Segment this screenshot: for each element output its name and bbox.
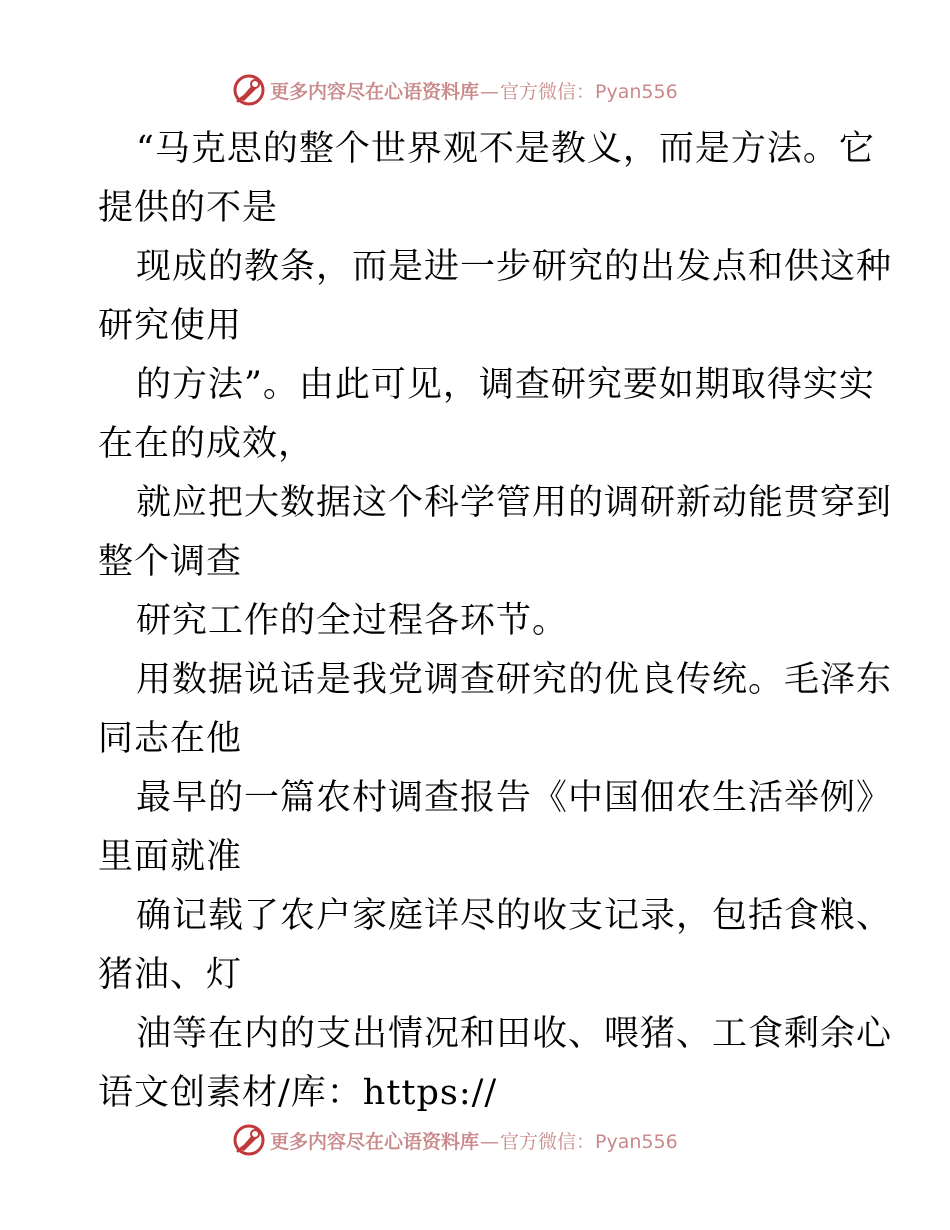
- text-line: 里面就准: [98, 837, 243, 877]
- footer-banner-text: [270, 1127, 678, 1154]
- footer-banner: [232, 1122, 678, 1158]
- text-line: 油等在内的支出情况和田收、喂猪、工食剩余心: [136, 1014, 893, 1054]
- text-line: 研究使用: [98, 306, 243, 346]
- header-banner: [232, 72, 678, 108]
- text-line: “马克思的整个世界观不是教义，而是方法。它: [136, 129, 875, 169]
- text-line: 确记载了农户家庭详尽的收支记录，包括食粮、: [136, 896, 893, 936]
- text-line: 就应把大数据这个科学管用的调研新动能贯穿到: [136, 483, 893, 523]
- header-banner-text: [270, 77, 678, 104]
- text-line: 研究工作的全过程各环节。: [136, 601, 569, 641]
- text-line: 同志在他: [98, 719, 243, 759]
- header-banner-dash: —: [480, 80, 500, 103]
- footer-banner-dash: —: [480, 1130, 500, 1153]
- text-line: 现成的教条，而是进一步研究的出发点和供这种: [136, 247, 893, 287]
- footer-banner-title: 更多内容尽在心语资料库: [270, 1130, 480, 1153]
- header-banner-title: 更多内容尽在心语资料库: [270, 80, 480, 103]
- text-line: 在在的成效，: [98, 424, 315, 464]
- text-line: 猪油、灯: [98, 955, 243, 995]
- text-line: 语文创素材/库：https://: [98, 1073, 498, 1113]
- header-banner-contact: 官方微信：Pyan556: [500, 80, 678, 103]
- text-line: 提供的不是: [98, 188, 279, 228]
- text-line: 的方法”。由此可见，调查研究要如期取得实实: [136, 365, 875, 405]
- text-line: 整个调查: [98, 542, 243, 582]
- text-line: 最早的一篇农村调查报告《中国佃农生活举例》: [136, 778, 893, 818]
- pen-nib-logo-icon: [232, 1123, 266, 1157]
- footer-banner-contact: 官方微信：Pyan556: [500, 1130, 678, 1153]
- document-body: [98, 120, 893, 1123]
- text-line: 用数据说话是我党调查研究的优良传统。毛泽东: [136, 660, 893, 700]
- pen-nib-logo-icon: [232, 73, 266, 107]
